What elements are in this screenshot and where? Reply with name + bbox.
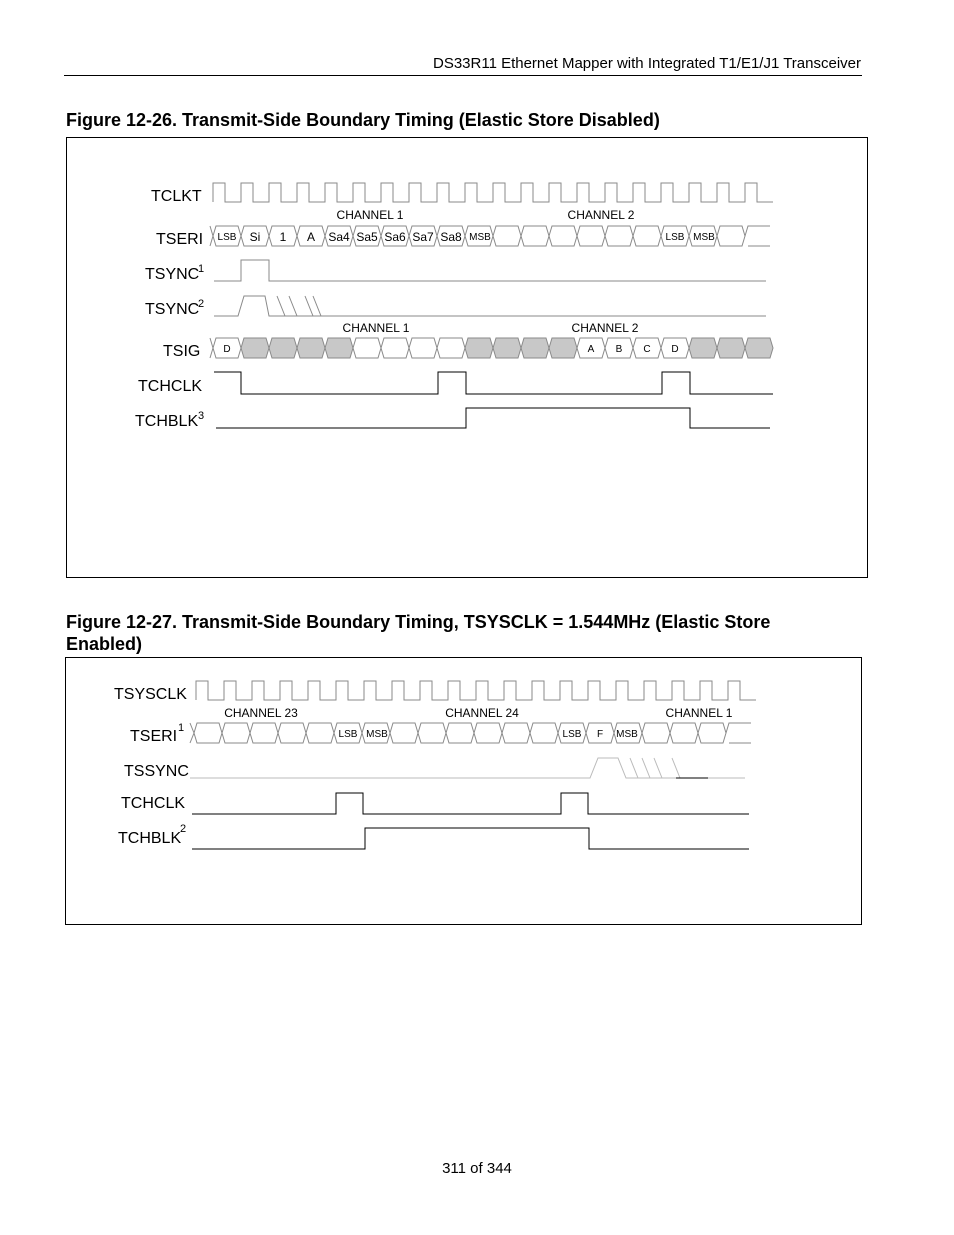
tseri-bit: Sa5 xyxy=(356,230,378,244)
tseri-bit: LSB xyxy=(217,232,237,243)
tseri-bit: Si xyxy=(249,230,261,244)
signal-label-tchblk: TCHBLK xyxy=(135,413,199,430)
tseri-bus xyxy=(190,723,751,743)
tseri-bit: A xyxy=(306,230,316,244)
tseri-bit: Sa6 xyxy=(384,230,406,244)
signal-label-tssync: TSSYNC xyxy=(124,763,189,780)
figure-12-26-diagram xyxy=(135,183,773,430)
signal-label-tsync-1: TSYNC xyxy=(145,266,200,283)
signal-label-tsig: TSIG xyxy=(163,343,201,360)
tseri-bit: Sa7 xyxy=(412,230,434,244)
tchblk-waveform xyxy=(216,408,770,428)
tsig-bit: B xyxy=(615,344,623,355)
footnote-marker-1: 1 xyxy=(178,722,185,734)
signal-label-tchclk: TCHCLK xyxy=(138,378,203,395)
tseri-bit: LSB xyxy=(665,232,685,243)
signal-label-tchclk: TCHCLK xyxy=(121,795,186,812)
footnote-marker-3: 3 xyxy=(198,410,205,422)
tseri-bit: MSB xyxy=(616,729,638,740)
tclkt-waveform xyxy=(213,183,773,202)
signal-label-tclkt: TCLKT xyxy=(151,188,202,205)
tchclk-waveform xyxy=(214,372,773,394)
footnote-marker-2: 2 xyxy=(180,823,187,835)
tseri-channel-2-label: CHANNEL 2 xyxy=(567,208,635,222)
tseri-channel-1-label: CHANNEL 1 xyxy=(336,208,404,222)
tsig-channel-1-label: CHANNEL 1 xyxy=(342,321,410,335)
tsig-bit: C xyxy=(643,344,651,355)
tseri-bit: Sa4 xyxy=(328,230,350,244)
figure-12-27-diagram xyxy=(114,681,756,849)
tseri-bit: MSB xyxy=(366,729,388,740)
footnote-marker-2: 2 xyxy=(198,298,205,310)
tseri-bit: LSB xyxy=(338,729,358,740)
tsig-bus xyxy=(210,338,773,358)
tsysclk-waveform xyxy=(196,681,756,700)
tchclk-waveform xyxy=(192,793,749,814)
tseri-bit: MSB xyxy=(693,232,715,243)
figure-12-26-title: Figure 12-26. Transmit-Side Boundary Timing (Elastic Store Disabled) xyxy=(66,110,660,130)
signal-label-tsync-2: TSYNC xyxy=(145,301,200,318)
page-number: 311 of 344 xyxy=(442,1160,512,1177)
signal-label-tsysclk: TSYSCLK xyxy=(114,686,187,703)
tsig-bit: A xyxy=(587,344,595,355)
tseri-bit: Sa8 xyxy=(440,230,462,244)
tseri-bit: LSB xyxy=(562,729,582,740)
channel-23-label: CHANNEL 23 xyxy=(224,706,298,720)
channel-24-label: CHANNEL 24 xyxy=(445,706,519,720)
tssync-waveform xyxy=(190,758,745,778)
running-header: DS33R11 Ethernet Mapper with Integrated T1/E1/J1 Transceiver xyxy=(432,55,861,72)
figure-12-27-title-line2: Enabled) xyxy=(66,634,143,654)
tsync-2-waveform xyxy=(214,296,766,316)
tsig-channel-2-label: CHANNEL 2 xyxy=(571,321,639,335)
tsync-1-waveform xyxy=(214,260,766,281)
tseri-bit: F xyxy=(596,729,604,740)
signal-label-tchblk: TCHBLK xyxy=(118,830,182,847)
channel-1-label: CHANNEL 1 xyxy=(665,706,733,720)
tseri-bit: 1 xyxy=(279,230,287,244)
signal-label-tseri: TSERI xyxy=(156,231,204,248)
tchblk-waveform xyxy=(192,828,749,849)
tsig-bit: D xyxy=(671,344,679,355)
signal-label-tseri: TSERI xyxy=(130,728,178,745)
footnote-marker-1: 1 xyxy=(198,263,205,275)
tseri-bit: MSB xyxy=(469,232,491,243)
figure-12-27-title-line1: Figure 12-27. Transmit-Side Boundary Timing, TSYSCLK = 1.544MHz (Elastic Store xyxy=(66,612,771,632)
tsig-bit: D xyxy=(223,344,231,355)
